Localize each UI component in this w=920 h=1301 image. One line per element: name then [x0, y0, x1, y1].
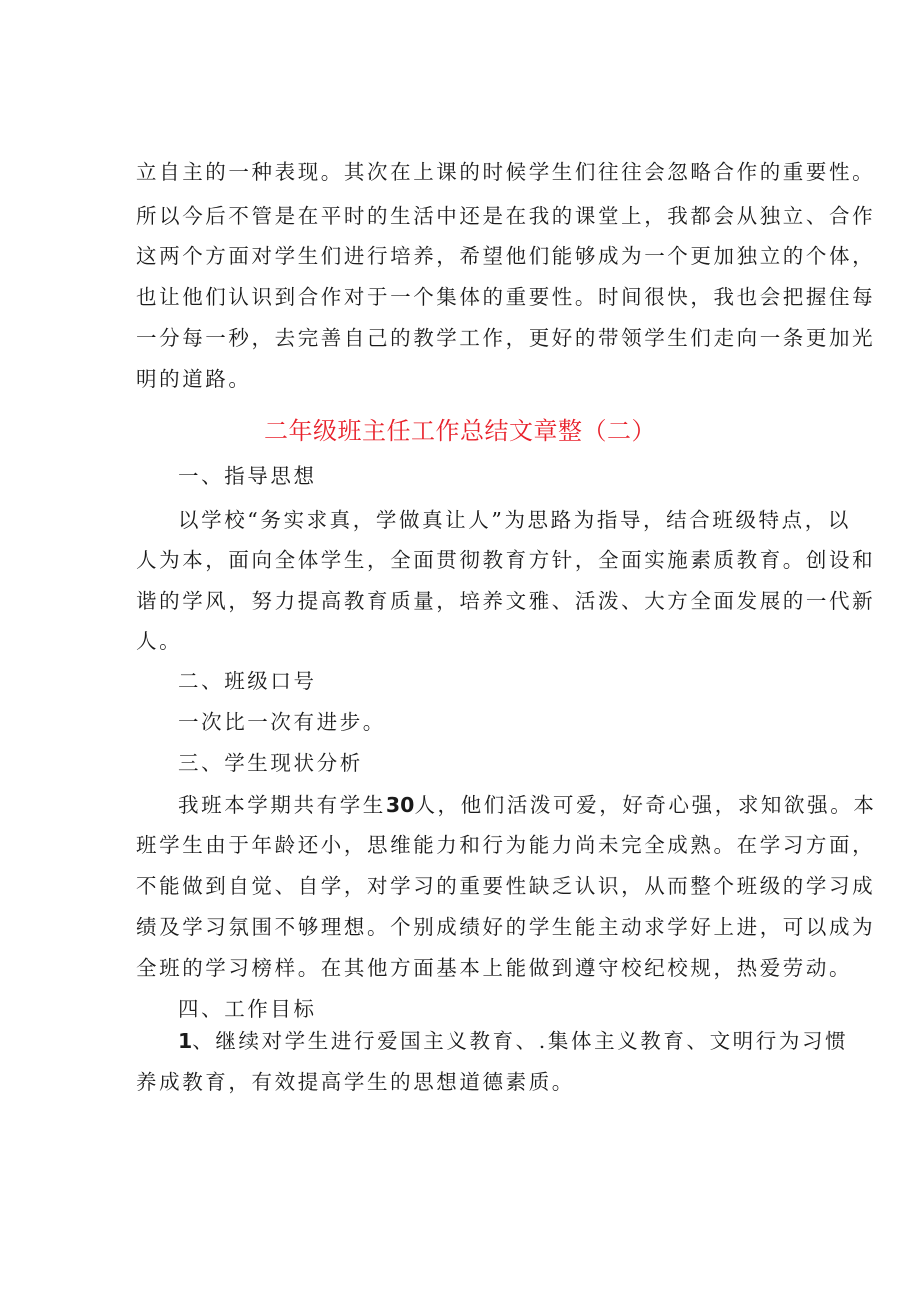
paragraph-line: 全班的学习榜样。在其他方面基本上能做到遵守校纪校规，热爱劳动。 — [136, 956, 853, 980]
list-item — [178, 1026, 848, 1056]
section-heading-work-goals: 四、工作目标 — [178, 997, 317, 1021]
list-item-number: 1 — [178, 1029, 193, 1053]
text-segment: 我班本学期共有学生 — [178, 793, 386, 817]
paragraph-line: 养成教育，有效提高学生的思想道德素质。 — [136, 1070, 575, 1094]
text-segment: 人，他们活泼可爱，好奇心强，求知欲强。本 — [414, 793, 877, 817]
paragraph-line: 班学生由于年龄还小，思维能力和行为能力尚未完全成熟。在学习方面， — [136, 833, 876, 857]
paragraph-line: 人为本，面向全体学生，全面贯彻教育方针，全面实施素质教育。创设和 — [136, 548, 876, 572]
paragraph-line: 一分每一秒，去完善自己的教学工作，更好的带领学生们走向一条更加光 — [136, 326, 876, 350]
paragraph-line: 立自主的一种表现。其次在上课的时候学生们往往会忽略合作的重要性。 — [136, 160, 876, 184]
paragraph-line: 明的道路。 — [136, 367, 252, 391]
text-segment: 、继续对学生进行爱国主义教育、.集体主义教育、文明行为习惯 — [192, 1029, 849, 1053]
section-heading-student-analysis: 三、学生现状分析 — [178, 751, 363, 775]
paragraph-line: 这两个方面对学生们进行培养，希望他们能够成为一个更加独立的个体， — [136, 244, 876, 268]
paragraph-line: 绩及学习氛围不够理想。个别成绩好的学生能主动求学好上进，可以成为 — [136, 915, 876, 939]
paragraph-line: 以学校“务实求真，学做真让人”为思路为指导，结合班级特点，以 — [178, 508, 851, 532]
paragraph-line: 人。 — [136, 629, 183, 653]
paragraph-line: 也让他们认识到合作对于一个集体的重要性。时间很快，我也会把握住每 — [136, 285, 876, 309]
paragraph-line: 所以今后不管是在平时的生活中还是在我的课堂上，我都会从独立、合作 — [136, 204, 876, 228]
paragraph-line: 不能做到自觉、自学，对学习的重要性缺乏认识，从而整个班级的学习成 — [136, 874, 876, 898]
paragraph-line: 谐的学风，努力提高教育质量，培养文雅、活泼、大方全面发展的一代新 — [136, 589, 876, 613]
section-heading-guiding-thought: 一、指导思想 — [178, 464, 317, 488]
paragraph-line: 一次比一次有进步。 — [178, 710, 386, 734]
section-heading-class-slogan: 二、班级口号 — [178, 669, 317, 693]
paragraph-line — [178, 790, 876, 820]
student-count: 30 — [385, 793, 415, 817]
section-title: 二年级班主任工作总结文章整（二） — [264, 417, 656, 445]
